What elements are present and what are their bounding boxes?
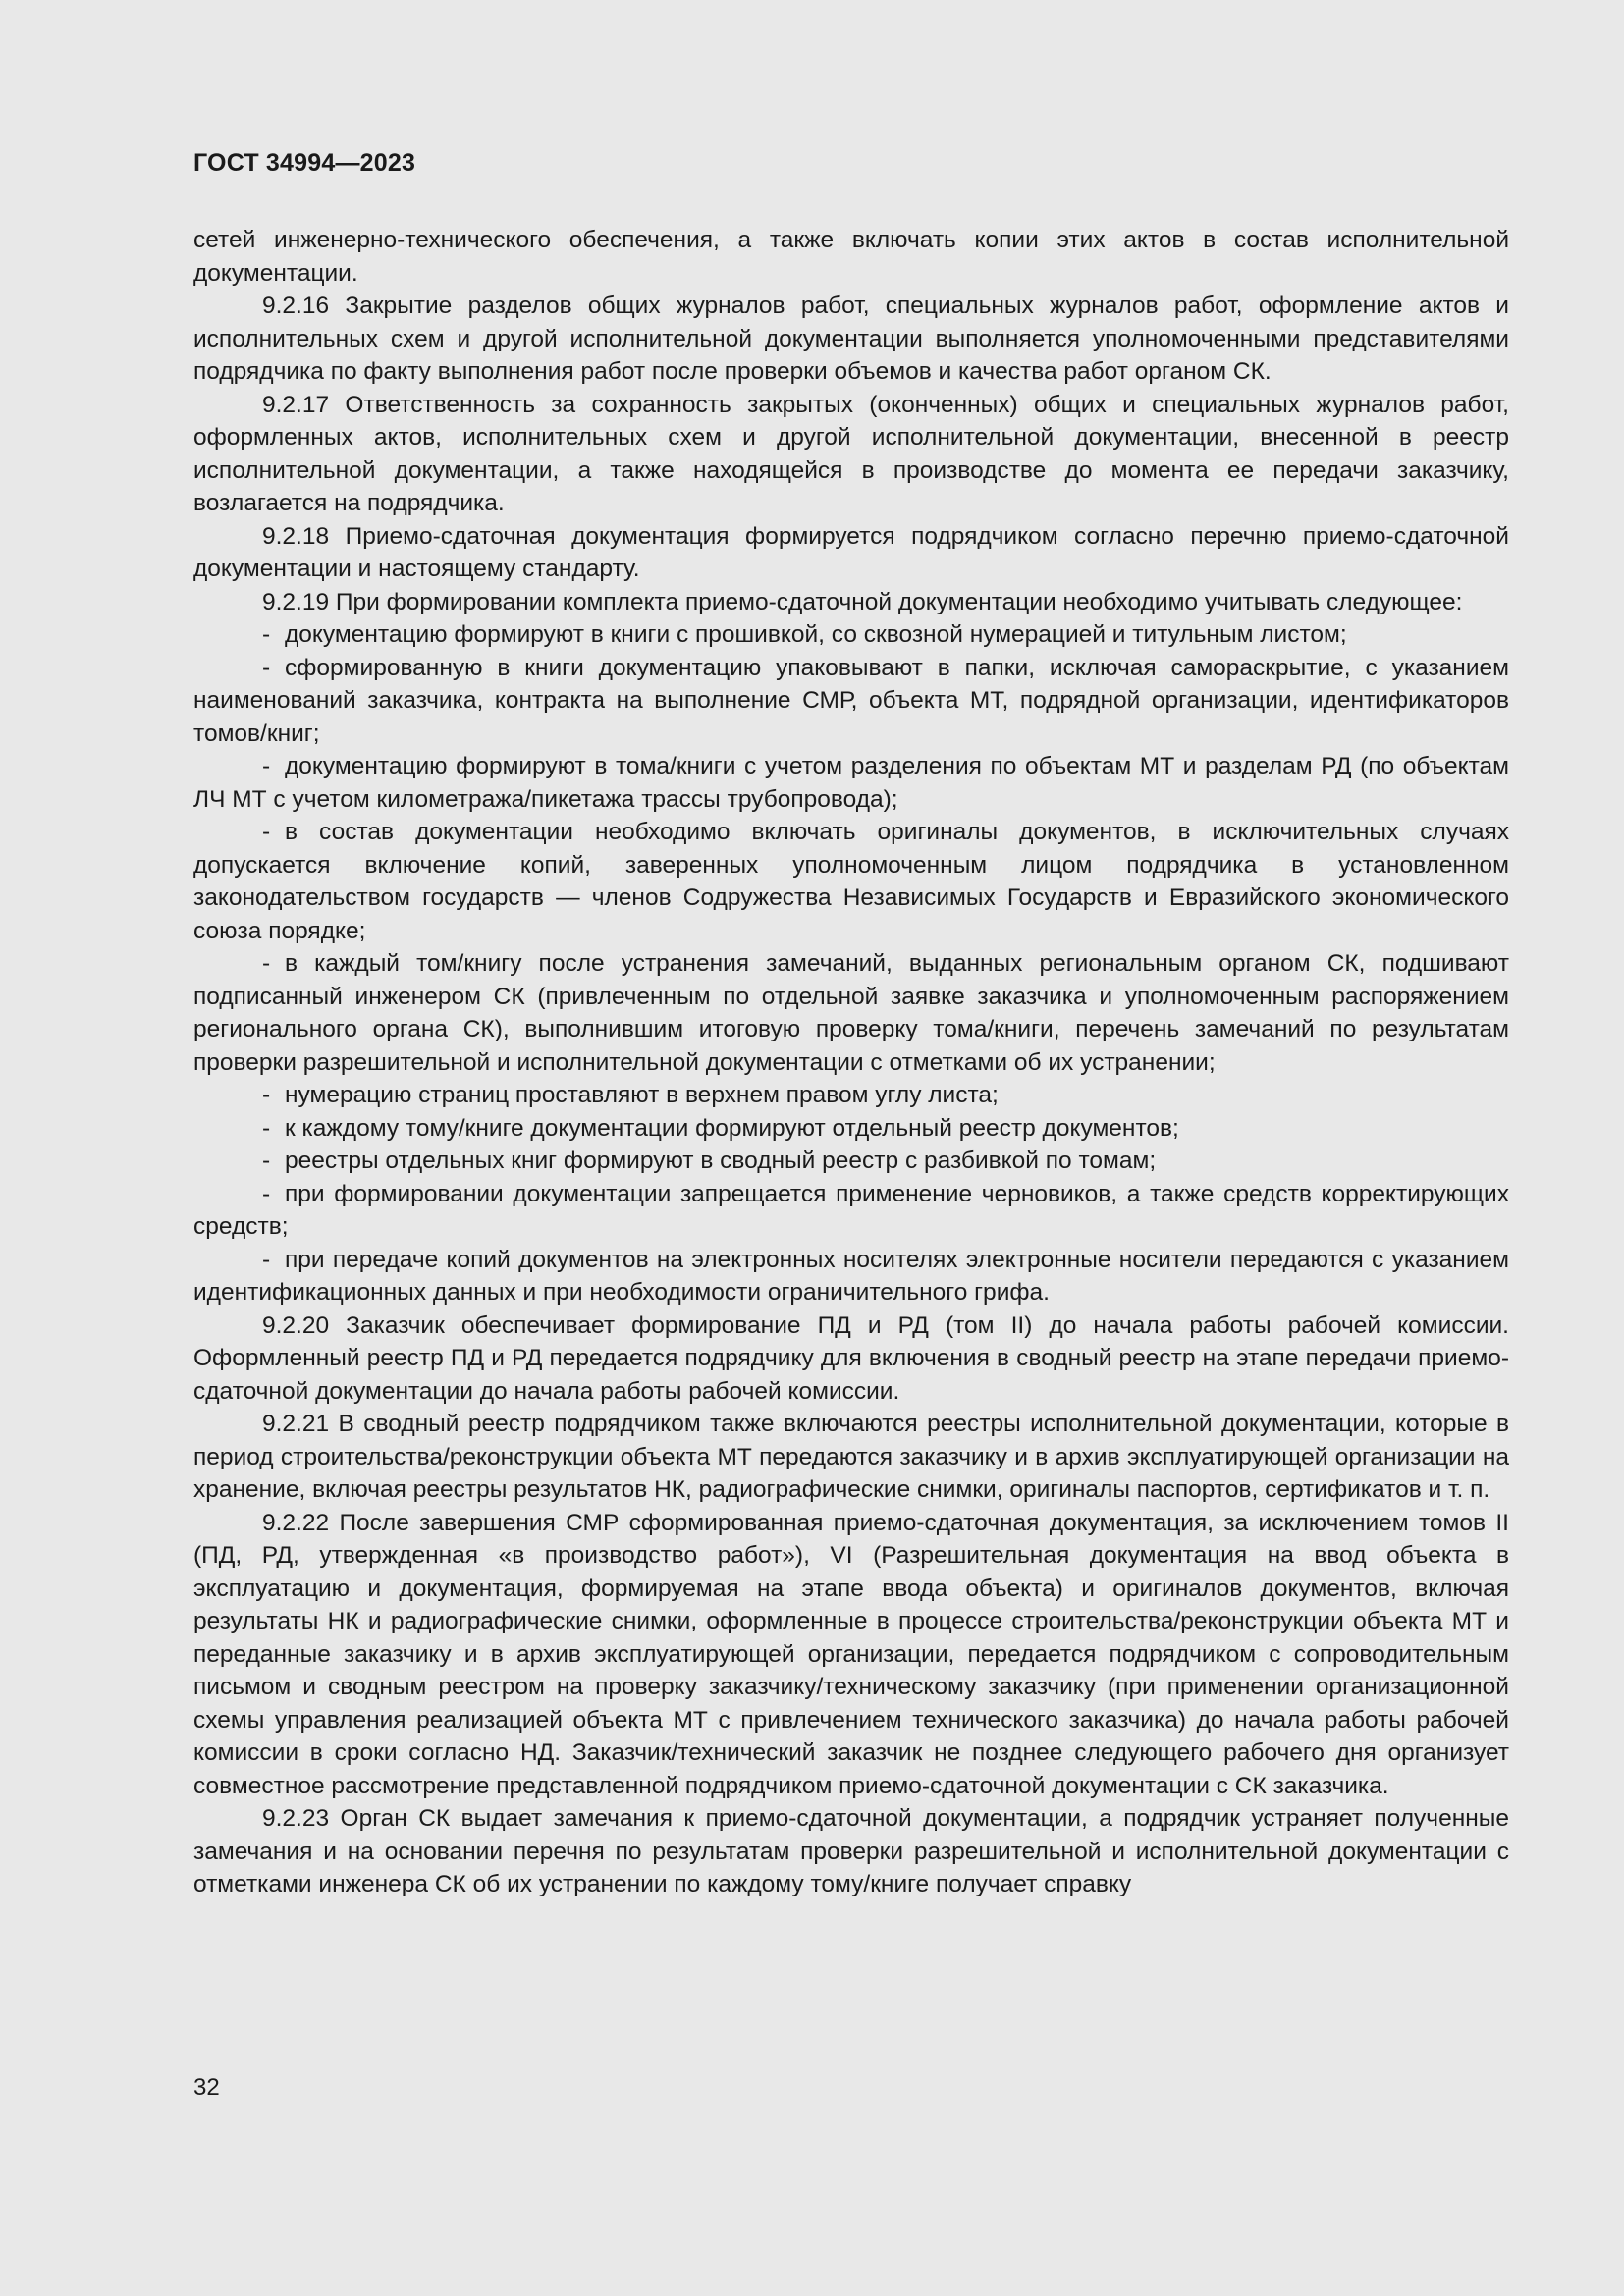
paragraph-text: 9.2.17 Ответственность за сохранность закрытых (оконченных) общих и специальных журналов работ, оформленных актов, исполнительных схем и другой исполнительной документации, внесенной в реестр исполнительной документации, а также находящейся в производстве до момента ее передачи заказчику, возлагается на подрядчика. [193,391,1509,516]
page-number: 32 [193,2074,220,2101]
paragraph [193,586,1509,619]
paragraph-text: 9.2.18 Приемо-сдаточная документация формируется подрядчиком согласно перечню приемо-сдаточной документации и настоящему стандарту. [193,522,1509,582]
list-dash: - [262,1180,271,1207]
paragraph-text: 9.2.20 Заказчик обеспечивает формирование ПД и РД (том II) до начала работы рабочей комиссии. Оформленный реестр ПД и РД передается подрядчику для включения в сводный реестр на этапе передачи приемо-сдаточной документации до начала работы рабочей комиссии. [193,1311,1509,1405]
list-dash: - [262,753,271,779]
paragraph [193,290,1509,389]
paragraph-text: реестры отдельных книг формируют в сводный реестр с разбивкой по томам; [285,1148,1157,1174]
paragraph-text: документацию формируют в книги с прошивкой, со сквозной нумерацией и титульным листом; [285,621,1347,648]
list-item [193,652,1509,751]
list-dash: - [262,1148,271,1174]
paragraph-text: 9.2.16 Закрытие разделов общих журналов работ, специальных журналов работ, оформление актов и исполнительных схем и другой исполнительной документации выполняется уполномоченными представителями подрядчика по факту выполнения работ после проверки объемов и качества работ органом СК. [193,293,1509,385]
paragraph-text: 9.2.23 Орган СК выдает замечания к приемо-сдаточной документации, а подрядчик устраняет полученные замечания и на основании перечня по результатам проверки разрешительной и исполнительной документации с отметками инженера СК об их устранении по каждому тому/книге получает справку [193,1805,1509,1897]
paragraph [193,1507,1509,1803]
paragraph-text: при передаче копий документов на электронных носителях электронные носители передаются с указанием идентификационных данных и при необходимости ограничительного грифа. [193,1246,1509,1306]
paragraph-text: документацию формируют в тома/книги с учетом разделения по объектам МТ и разделам РД (по объектам ЛЧ МТ с учетом километража/пикетажа трассы трубопровода); [193,753,1509,813]
paragraph-text: при формировании документации запрещается применение черновиков, а также средств корректирующих средств; [193,1180,1509,1240]
paragraph [193,520,1509,586]
paragraph-text: сформированную в книги документацию упаковывают в папки, исключая самораскрытие, с указанием наименований заказчика, контракта на выполнение СМР, объекта МТ, подрядной организации, идентификаторов томов/книг; [193,654,1509,747]
list-item [193,1079,1509,1112]
paragraph [193,1802,1509,1901]
paragraph [193,1309,1509,1409]
list-item [193,1145,1509,1178]
document-header: ГОСТ 34994—2023 [193,149,416,177]
list-item [193,1178,1509,1244]
list-item [193,750,1509,816]
list-dash: - [262,654,271,681]
paragraph-text: к каждому тому/книге документации формируют отдельный реестр документов; [285,1114,1179,1142]
list-item [193,1244,1509,1309]
paragraph [193,224,1509,290]
list-item [193,618,1509,652]
list-item [193,1112,1509,1146]
paragraph [193,389,1509,520]
list-dash: - [262,819,271,845]
paragraph-text: 9.2.21 В сводный реестр подрядчиком также включаются реестры исполнительной документации, которые в период строительства/реконструкции объекта МТ передаются заказчику и в архив эксплуатирующей организации на хранение, включая реестры результатов НК, радиографические снимки, оригиналы паспортов, сертификатов и т. п. [193,1411,1509,1503]
paragraph-text: сетей инженерно-технического обеспечения, а также включать копии этих актов в состав исполнительной документации. [193,227,1509,287]
list-item [193,947,1509,1079]
paragraph-text: нумерацию страниц проставляют в верхнем правом углу листа; [285,1082,999,1108]
paragraph [193,1408,1509,1507]
list-dash: - [262,1114,271,1142]
paragraph-text: в каждый том/книгу после устранения замечаний, выданных региональным органом СК, подшивают подписанный инженером СК (привлеченным по отдельной заявке заказчика и уполномоченным распоряжением регионального органа СК), выполнившим итоговую проверку тома/книги, перечень замечаний по результатам проверки разрешительной и исполнительной документации с отметками об их устранении; [193,950,1509,1076]
list-dash: - [262,950,271,977]
list-dash: - [262,1082,271,1108]
list-item [193,816,1509,947]
document-body [193,224,1509,1901]
paragraph-text: 9.2.19 При формировании комплекта приемо-сдаточной документации необходимо учитывать следующее: [262,588,1463,615]
list-dash: - [262,1246,271,1273]
paragraph-text: в состав документации необходимо включать оригиналы документов, в исключительных случаях допускается включение копий, заверенных уполномоченным лицом подрядчика в установленном законодательством государств — членов Содружества Независимых Государств и Евразийского экономического союза порядке; [193,819,1509,944]
paragraph-text: 9.2.22 После завершения СМР сформированная приемо-сдаточная документация, за исключением томов II (ПД, РД, утвержденная «в производство работ»), VI (Разрешительная документация на ввод объекта в эксплуатацию и документация, формируемая на этапе ввода объекта) и оригиналов документов, включая результаты НК и радиографические снимки, оформленные в процессе строительства/реконструкции объекта МТ и переданные заказчику и в архив эксплуатирующей организации, передается подрядчиком с сопроводительным письмом и сводным реестром на проверку заказчику/техническому заказчику (при применении организационной схемы управления реализацией объекта МТ с привлечением технического заказчика) до начала работы рабочей комиссии в сроки согласно НД. Заказчик/технический заказчик не позднее следующего рабочего дня организует совместное рассмотрение представленной подрядчиком приемо-сдаточной документации с СК заказчика. [193,1509,1509,1799]
list-dash: - [262,621,271,648]
